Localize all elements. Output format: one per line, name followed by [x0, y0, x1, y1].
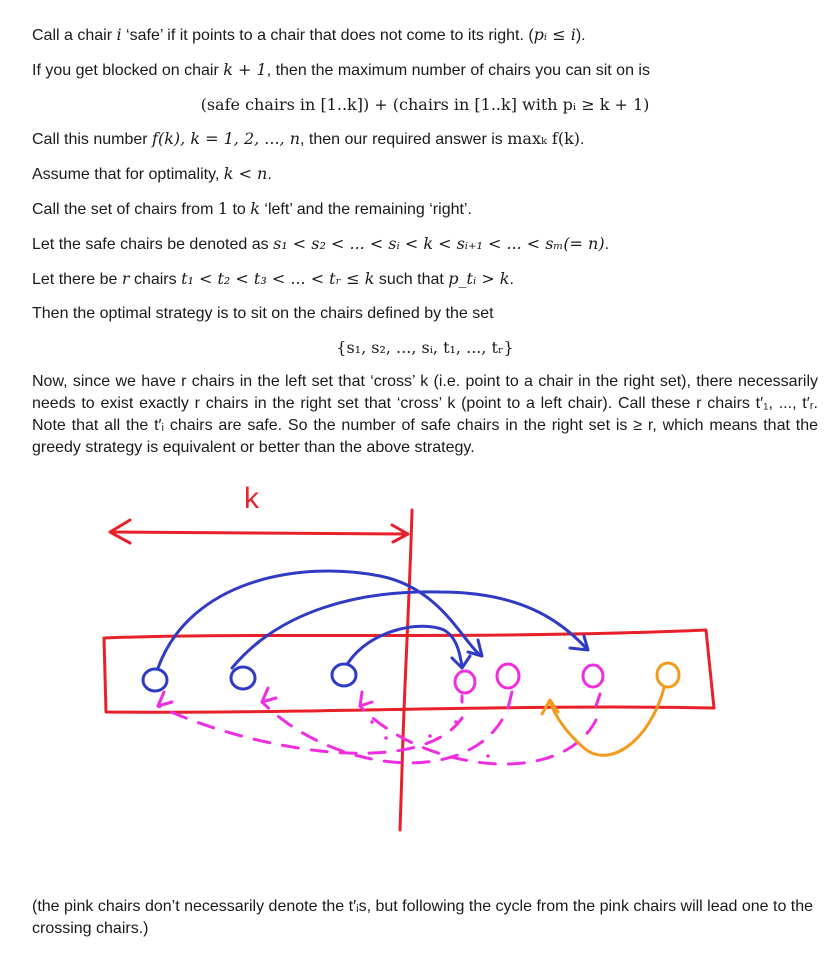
pink-dots	[370, 720, 490, 758]
pink-chairs	[455, 664, 603, 708]
pink-chair-2	[497, 664, 519, 688]
blue-chair-1	[143, 669, 167, 691]
pink-chair-3	[583, 665, 603, 687]
line-left-right: Call the set of chairs from 1 to k ‘left’ and the remaining ‘right’.	[32, 199, 472, 218]
blue-chair-2	[231, 667, 255, 689]
pink-chair-1	[455, 671, 475, 693]
equation-max-chairs: (safe chairs in [1..k]) + (chairs in [1..k] with pᵢ ≥ k + 1)	[200, 95, 650, 114]
diagram-caption: (the pink chairs don’t necessarily denote the t′ᵢs, but following the cycle from the pink chairs will lead one to the crossing chairs.)	[32, 898, 814, 937]
vertical-cut-line	[400, 510, 412, 830]
equation-set: {s₁, s₂, ..., sᵢ, t₁, ..., tᵣ}	[336, 338, 514, 357]
k-range-arrow	[110, 520, 408, 543]
blue-chairs	[143, 664, 356, 691]
k-label: k	[244, 482, 259, 515]
chair-row-box	[104, 630, 714, 712]
blue-chair-3	[332, 664, 356, 686]
line-optimal-strategy: Then the optimal strategy is to sit on the chairs defined by the set	[32, 305, 494, 322]
hand-drawn-diagram	[0, 470, 834, 870]
line-safe-chairs: Let the safe chairs be denoted as s₁ < s₂ < ... < sᵢ < k < sᵢ₊₁ < ... < sₘ(= n).	[32, 234, 610, 253]
document-body	[32, 24, 818, 459]
line-r-chairs: Let there be r chairs t₁ < t₂ < t₃ < ... < tᵣ ≤ k such that p_tᵢ > k.	[32, 269, 514, 288]
line-fk: Call this number f(k), k = 1, 2, ..., n, then our required answer is maxₖ f(k).	[32, 129, 585, 148]
line-assume: Assume that for optimality, k < n.	[32, 164, 272, 183]
paragraph-crossing: Now, since we have r chairs in the left set that ‘cross’ k (i.e. point to a chair in the right set), there necessarily needs to exist exactly r chairs in the right set that ‘cross’ k (point to a left chair). Call these r chairs t′₁, ..., t′ᵣ. Note that all the t′ᵢ chairs are safe. So the number of safe chairs in the right set is ≥ r, which means that the greedy strategy is equivalent or better than the above strategy.	[32, 373, 818, 456]
blue-crossing-arrows	[158, 571, 588, 668]
line-safe-definition: Call a chair i ‘safe’ if it points to a chair that does not come to its right. (pᵢ ≤ i).	[32, 25, 586, 44]
blue-arrow-1	[158, 571, 480, 668]
line-blocked: If you get blocked on chair k + 1, then the maximum number of chairs you can sit on is	[32, 60, 650, 79]
orange-arrow	[550, 688, 664, 755]
orange-chair	[542, 663, 679, 755]
